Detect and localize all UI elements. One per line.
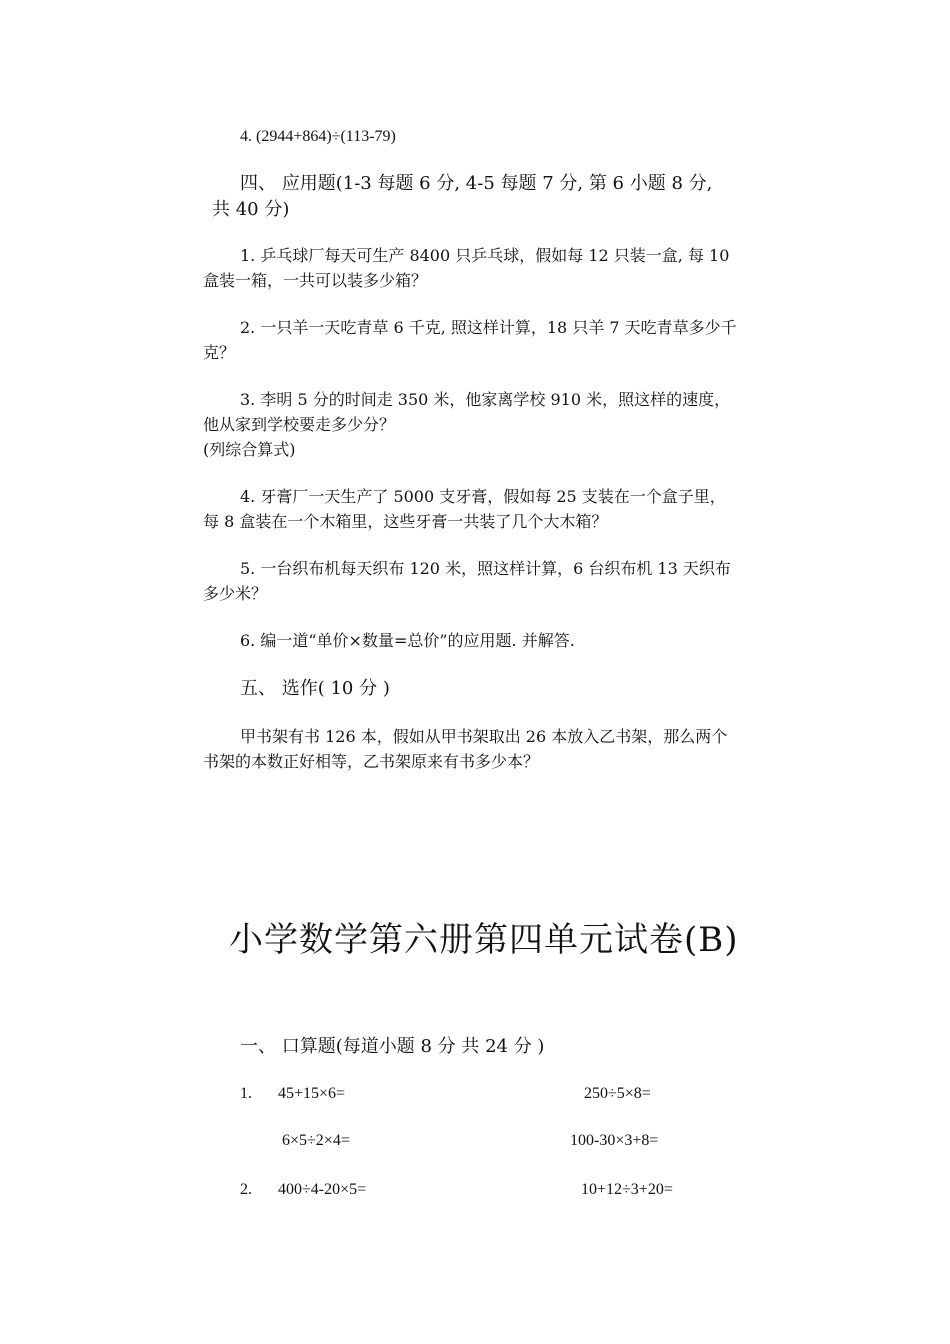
question-2-line-2: 克？ (203, 343, 236, 362)
mental-math-row-3-number: 2. (240, 1181, 252, 1198)
mental-math-row-3-right: 10+12÷3+20= (581, 1181, 673, 1198)
question-4-line-1: 4. 牙膏厂一天生产了 5000 支牙膏，假如每 25 支装在一个盒子里， (240, 487, 726, 506)
question-5-line-2: 多少米？ (203, 584, 268, 603)
question-1-line-1: 1. 乒乓球厂每天可生产 8400 只乒乓球，假如每 12 只装一盒, 每 10 (240, 246, 730, 265)
question-2-line-1: 2. 一只羊一天吃青草 6 千克, 照这样计算，18 只羊 7 天吃青草多少千 (240, 318, 737, 337)
calc-item-4: 4. (2944+864)÷(113-79) (240, 128, 396, 145)
question-3-line-2: 他从家到学校要走多少分？ (203, 415, 396, 434)
mental-math-row-2-right: 100-30×3+8= (570, 1132, 659, 1149)
question-3-line-1: 3. 李明 5 分的时间走 350 米，他家离学校 910 米，照这样的速度， (240, 390, 731, 409)
mental-math-row-3-left: 400÷4-20×5= (278, 1181, 367, 1198)
optional-problem-line-2: 书架的本数正好相等，乙书架原来有书多少本？ (203, 752, 540, 771)
question-3-line-3: (列综合算式) (203, 440, 296, 459)
mental-math-row-1-number: 1. (240, 1085, 252, 1102)
section-4-heading-line-2: 共 40 分) (212, 199, 290, 220)
question-5-line-1: 5. 一台织布机每天织布 120 米，照这样计算，6 台织布机 13 天织布 (240, 559, 731, 578)
exam-b-title: 小学数学第六册第四单元试卷(B) (229, 920, 739, 960)
exam-b-section-1-heading: 一、 口算题(每道小题 8 分 共 24 分 ) (240, 1036, 545, 1057)
question-4-line-2: 每 8 盒装在一个木箱里，这些牙膏一共装了几个大木箱？ (203, 512, 608, 531)
section-5-heading: 五、 选作( 10 分 ) (240, 678, 390, 699)
optional-problem-line-1: 甲书架有书 126 本，假如从甲书架取出 26 本放入乙书架，那么两个 (240, 727, 728, 746)
question-6: 6. 编一道“单价×数量=总价”的应用题. 并解答. (240, 631, 575, 650)
question-1-line-2: 盒装一箱，一共可以装多少箱？ (203, 271, 428, 290)
mental-math-row-2-left: 6×5÷2×4= (282, 1132, 350, 1149)
mental-math-row-1-left: 45+15×6= (278, 1085, 346, 1102)
section-4-heading-line-1: 四、 应用题(1-3 每题 6 分, 4-5 每题 7 分, 第 6 小题 8 分, (240, 173, 713, 194)
mental-math-row-1-right: 250÷5×8= (584, 1085, 651, 1102)
